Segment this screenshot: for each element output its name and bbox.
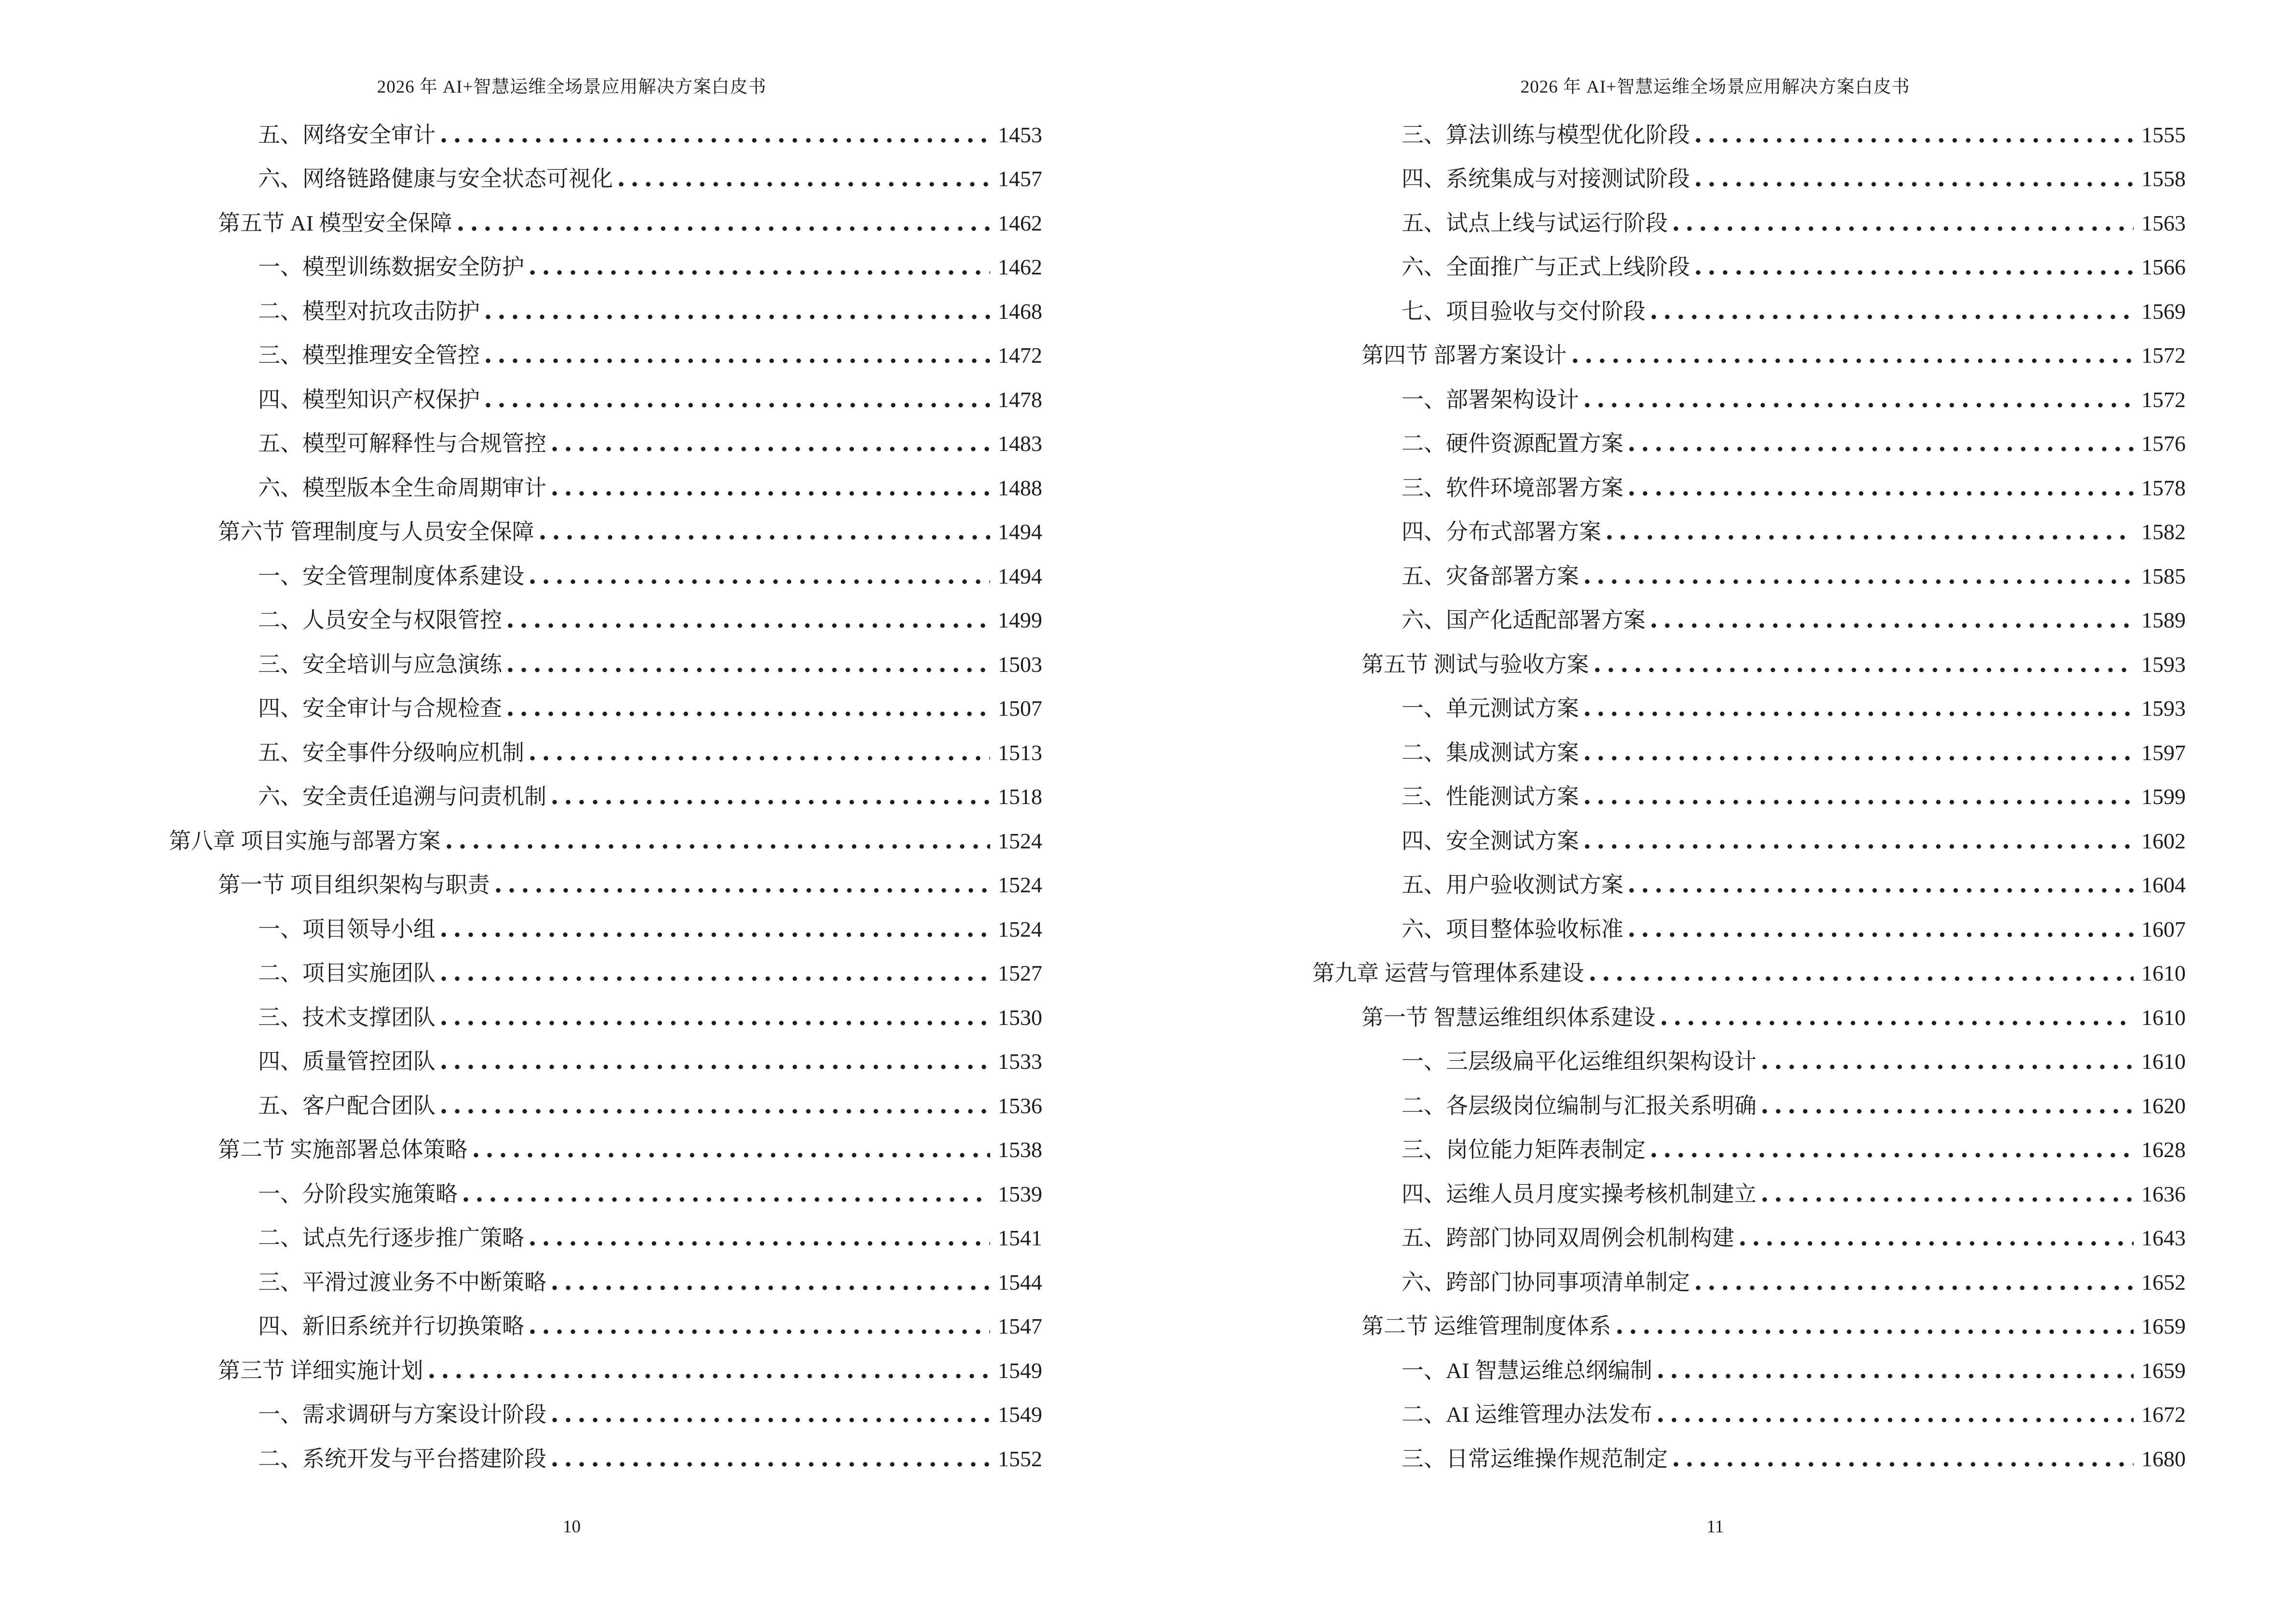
toc-entry xyxy=(1144,1338,2186,1382)
toc-entry xyxy=(0,808,1042,853)
toc-entry xyxy=(0,588,1042,632)
toc-entry-title: 六、跨部门协同事项清单制定 xyxy=(1402,1269,1690,1295)
toc-entry-page: 1672 xyxy=(2141,1402,2186,1427)
dot-leader xyxy=(530,579,990,584)
toc-entry-title: 三、岗位能力矩阵表制定 xyxy=(1402,1137,1646,1162)
toc-entry xyxy=(1144,1250,2186,1294)
toc-entry xyxy=(0,897,1042,941)
toc-entry-page: 1499 xyxy=(998,608,1042,633)
toc-list xyxy=(1144,102,2186,1471)
toc-entry-page: 1524 xyxy=(998,873,1042,898)
toc-entry-title: 六、项目整体验收标准 xyxy=(1402,916,1623,942)
dot-leader xyxy=(447,844,991,849)
toc-entry xyxy=(0,235,1042,279)
dot-leader xyxy=(508,711,990,716)
toc-entry-title: 二、AI 运维管理办法发布 xyxy=(1402,1402,1653,1427)
toc-entry-title: 二、集成测试方案 xyxy=(1402,740,1579,765)
toc-entry-page: 1530 xyxy=(998,1005,1042,1030)
toc-entry-page: 1566 xyxy=(2141,255,2186,280)
toc-entry xyxy=(1144,1426,2186,1471)
dot-leader xyxy=(1658,1418,2134,1422)
toc-entry-page: 1468 xyxy=(998,299,1042,324)
toc-entry xyxy=(0,720,1042,764)
dot-leader xyxy=(486,358,990,363)
toc-entry-page: 1483 xyxy=(998,431,1042,456)
toc-entry xyxy=(1144,1161,2186,1206)
dot-leader xyxy=(441,1021,990,1025)
dot-leader xyxy=(1629,888,2134,893)
toc-entry xyxy=(0,985,1042,1029)
toc-entry-title: 五、模型可解释性与合规管控 xyxy=(258,431,546,456)
dot-leader xyxy=(530,756,990,761)
dot-leader xyxy=(486,314,990,319)
toc-entry-page: 1652 xyxy=(2141,1269,2186,1295)
toc-entry xyxy=(1144,1206,2186,1250)
toc-entry-title: 二、试点先行逐步推广策略 xyxy=(258,1226,524,1251)
toc-entry-title: 第九章 运营与管理体系建设 xyxy=(1312,961,1584,986)
toc-entry-title: 一、AI 智慧运维总纲编制 xyxy=(1402,1358,1653,1383)
toc-entry xyxy=(0,1118,1042,1162)
toc-entry xyxy=(1144,1294,2186,1338)
toc-entry-page: 1547 xyxy=(998,1314,1042,1339)
toc-entry-title: 第四节 部署方案设计 xyxy=(1361,343,1567,368)
toc-entry-page: 1518 xyxy=(998,784,1042,809)
toc-entry xyxy=(1144,764,2186,809)
dot-leader xyxy=(530,1329,990,1334)
toc-entry-title: 一、模型训练数据安全防护 xyxy=(258,255,524,280)
toc-entry-title: 第三节 详细实施计划 xyxy=(218,1358,423,1383)
dot-leader xyxy=(552,447,990,451)
toc-entry-page: 1541 xyxy=(998,1226,1042,1251)
toc-entry-title: 三、技术支撑团队 xyxy=(258,1005,436,1030)
toc-entry-title: 第五节 测试与验收方案 xyxy=(1361,652,1589,677)
toc-entry-title: 二、各层级岗位编制与汇报关系明确 xyxy=(1402,1093,1756,1118)
toc-entry xyxy=(1144,897,2186,941)
toc-entry-title: 三、软件环境部署方案 xyxy=(1402,475,1623,500)
toc-list xyxy=(0,102,1042,1471)
toc-entry xyxy=(1144,853,2186,897)
toc-entry-page: 1599 xyxy=(2141,784,2186,809)
toc-entry xyxy=(1144,1073,2186,1118)
dot-leader xyxy=(458,226,990,231)
dot-leader xyxy=(540,535,991,540)
toc-entry xyxy=(1144,411,2186,456)
toc-entry xyxy=(0,1294,1042,1338)
dot-leader xyxy=(1617,1329,2134,1334)
toc-page-right xyxy=(1144,0,2287,1624)
toc-entry xyxy=(1144,367,2186,411)
dot-leader xyxy=(1696,270,2134,275)
toc-entry xyxy=(0,500,1042,544)
toc-entry xyxy=(0,853,1042,897)
toc-entry-title: 四、新旧系统并行切换策略 xyxy=(258,1314,524,1339)
toc-entry-title: 五、客户配合团队 xyxy=(258,1093,436,1118)
dot-leader xyxy=(552,1418,990,1422)
toc-entry xyxy=(1144,676,2186,721)
toc-entry-title: 二、项目实施团队 xyxy=(258,961,436,986)
toc-entry xyxy=(1144,500,2186,544)
toc-entry-page: 1453 xyxy=(998,122,1042,147)
toc-entry-title: 五、跨部门协同双周例会机制构建 xyxy=(1402,1226,1734,1251)
toc-entry-page: 1494 xyxy=(998,519,1042,545)
dot-leader xyxy=(1651,1153,2134,1158)
dot-leader xyxy=(508,623,990,628)
toc-entry xyxy=(0,1250,1042,1294)
toc-entry xyxy=(0,1029,1042,1074)
toc-entry-title: 一、单元测试方案 xyxy=(1402,696,1579,721)
toc-entry xyxy=(1144,808,2186,853)
toc-entry xyxy=(0,367,1042,411)
toc-entry-title: 一、部署架构设计 xyxy=(1402,387,1579,412)
dot-leader xyxy=(552,1285,990,1290)
toc-entry-title: 六、网络链路健康与安全状态可视化 xyxy=(258,166,613,191)
dot-leader xyxy=(429,1374,991,1378)
toc-entry-title: 六、国产化适配部署方案 xyxy=(1402,608,1646,633)
dot-leader xyxy=(1629,491,2134,496)
dot-leader xyxy=(441,1064,990,1069)
toc-entry-title: 七、项目验收与交付阶段 xyxy=(1402,299,1646,324)
toc-entry xyxy=(1144,1029,2186,1074)
toc-entry xyxy=(1144,720,2186,764)
toc-entry-page: 1507 xyxy=(998,696,1042,721)
dot-leader xyxy=(1590,976,2134,981)
toc-entry-page: 1533 xyxy=(998,1049,1042,1074)
toc-entry-page: 1582 xyxy=(2141,519,2186,545)
dot-leader xyxy=(441,976,990,981)
toc-entry-title: 五、网络安全审计 xyxy=(258,122,436,147)
dot-leader xyxy=(1696,182,2134,187)
dot-leader xyxy=(1674,226,2134,231)
toc-entry-page: 1593 xyxy=(2141,696,2186,721)
toc-entry xyxy=(0,411,1042,456)
toc-entry-title: 四、运维人员月度实操考核机制建立 xyxy=(1402,1181,1756,1206)
dot-leader xyxy=(1585,800,2134,805)
dot-leader xyxy=(1762,1064,2134,1069)
toc-entry-page: 1607 xyxy=(2141,916,2186,942)
toc-entry xyxy=(1144,632,2186,676)
toc-entry xyxy=(1144,279,2186,323)
toc-entry-title: 第八章 项目实施与部署方案 xyxy=(169,828,441,853)
dot-leader xyxy=(1661,1021,2134,1025)
toc-entry-title: 四、安全测试方案 xyxy=(1402,828,1579,853)
toc-entry-page: 1636 xyxy=(2141,1181,2186,1206)
toc-entry-page: 1563 xyxy=(2141,210,2186,235)
toc-entry-title: 第五节 AI 模型安全保障 xyxy=(218,210,452,235)
toc-entry xyxy=(0,1161,1042,1206)
dot-leader xyxy=(1651,314,2134,319)
toc-entry xyxy=(0,455,1042,500)
toc-entry-page: 1544 xyxy=(998,1269,1042,1295)
toc-entry-page: 1572 xyxy=(2141,387,2186,412)
toc-entry-page: 1604 xyxy=(2141,873,2186,898)
toc-entry-title: 二、人员安全与权限管控 xyxy=(258,608,502,633)
toc-entry-page: 1558 xyxy=(2141,166,2186,191)
dot-leader xyxy=(1651,623,2134,628)
toc-entry-title: 二、硬件资源配置方案 xyxy=(1402,431,1623,456)
dot-leader xyxy=(1573,358,2134,363)
dot-leader xyxy=(1595,668,2134,672)
toc-entry-page: 1643 xyxy=(2141,1226,2186,1251)
toc-entry xyxy=(1144,544,2186,588)
dot-leader xyxy=(508,668,990,672)
toc-entry-title: 五、安全事件分级响应机制 xyxy=(258,740,524,765)
dot-leader xyxy=(530,1241,990,1246)
dot-leader xyxy=(441,932,990,937)
toc-entry xyxy=(0,1426,1042,1471)
dot-leader xyxy=(1585,403,2134,408)
toc-entry-title: 五、试点上线与试运行阶段 xyxy=(1402,210,1668,235)
toc-entry-title: 四、系统集成与对接测试阶段 xyxy=(1402,166,1690,191)
toc-entry xyxy=(0,1382,1042,1427)
toc-entry-page: 1524 xyxy=(998,828,1042,853)
toc-entry-title: 四、分布式部署方案 xyxy=(1402,519,1601,545)
toc-entry-page: 1488 xyxy=(998,475,1042,500)
toc-entry-page: 1589 xyxy=(2141,608,2186,633)
dot-leader xyxy=(441,138,990,143)
page-number: 11 xyxy=(1706,1517,1724,1537)
toc-entry-title: 三、安全培训与应急演练 xyxy=(258,652,502,677)
toc-entry-page: 1555 xyxy=(2141,122,2186,147)
toc-entry-page: 1593 xyxy=(2141,652,2186,677)
toc-entry-title: 四、安全审计与合规检查 xyxy=(258,696,502,721)
dot-leader xyxy=(1629,447,2134,451)
toc-entry xyxy=(0,191,1042,235)
toc-entry-page: 1597 xyxy=(2141,740,2186,765)
dot-leader xyxy=(441,1109,990,1114)
toc-entry-page: 1549 xyxy=(998,1402,1042,1427)
toc-entry-page: 1602 xyxy=(2141,828,2186,853)
toc-entry-title: 第二节 实施部署总体策略 xyxy=(218,1137,468,1162)
dot-leader xyxy=(1762,1109,2134,1114)
toc-entry-page: 1610 xyxy=(2141,961,2186,986)
toc-entry-title: 第二节 运维管理制度体系 xyxy=(1361,1314,1611,1339)
toc-entry-title: 四、质量管控团队 xyxy=(258,1049,436,1074)
toc-entry xyxy=(0,676,1042,721)
toc-entry-title: 一、需求调研与方案设计阶段 xyxy=(258,1402,546,1427)
toc-entry xyxy=(1144,1118,2186,1162)
dot-leader xyxy=(1696,138,2134,143)
toc-entry xyxy=(0,764,1042,809)
toc-entry-title: 五、用户验收测试方案 xyxy=(1402,873,1623,898)
toc-entry-title: 二、模型对抗攻击防护 xyxy=(258,299,480,324)
page-number: 10 xyxy=(563,1517,581,1537)
toc-entry-page: 1478 xyxy=(998,387,1042,412)
toc-entry xyxy=(1144,235,2186,279)
toc-entry xyxy=(1144,102,2186,147)
dot-leader xyxy=(463,1197,990,1202)
dot-leader xyxy=(552,491,990,496)
dot-leader xyxy=(1585,756,2134,761)
toc-entry-title: 三、平滑过渡业务不中断策略 xyxy=(258,1269,546,1295)
toc-entry-page: 1585 xyxy=(2141,563,2186,588)
toc-entry-title: 三、算法训练与模型优化阶段 xyxy=(1402,122,1690,147)
toc-entry-page: 1462 xyxy=(998,255,1042,280)
toc-entry-page: 1549 xyxy=(998,1358,1042,1383)
toc-entry xyxy=(0,1338,1042,1382)
toc-entry-title: 五、灾备部署方案 xyxy=(1402,563,1579,588)
toc-entry-page: 1610 xyxy=(2141,1005,2186,1030)
running-header: 2026 年 AI+智慧运维全场景应用解决方案白皮书 xyxy=(1520,77,1910,97)
toc-entry-page: 1494 xyxy=(998,563,1042,588)
dot-leader xyxy=(552,1462,990,1467)
dot-leader xyxy=(1762,1197,2134,1202)
toc-entry-page: 1503 xyxy=(998,652,1042,677)
toc-entry-page: 1569 xyxy=(2141,299,2186,324)
toc-entry-page: 1538 xyxy=(998,1137,1042,1162)
dot-leader xyxy=(1696,1285,2134,1290)
toc-entry xyxy=(0,1206,1042,1250)
toc-entry-title: 第一节 项目组织架构与职责 xyxy=(218,873,490,898)
dot-leader xyxy=(1674,1462,2134,1467)
dot-leader xyxy=(619,182,990,187)
toc-entry-title: 六、全面推广与正式上线阶段 xyxy=(1402,255,1690,280)
toc-entry xyxy=(0,147,1042,191)
toc-entry-page: 1457 xyxy=(998,166,1042,191)
toc-entry-title: 一、安全管理制度体系建设 xyxy=(258,563,524,588)
toc-entry xyxy=(1144,147,2186,191)
toc-entry-title: 二、系统开发与平台搭建阶段 xyxy=(258,1446,546,1471)
toc-entry-page: 1578 xyxy=(2141,475,2186,500)
dot-leader xyxy=(1607,535,2134,540)
toc-entry-title: 一、三层级扁平化运维组织架构设计 xyxy=(1402,1049,1756,1074)
toc-entry-title: 三、模型推理安全管控 xyxy=(258,343,480,368)
toc-entry-page: 1572 xyxy=(2141,343,2186,368)
dot-leader xyxy=(496,888,991,893)
toc-entry xyxy=(0,279,1042,323)
dot-leader xyxy=(486,403,990,408)
toc-entry-title: 一、分阶段实施策略 xyxy=(258,1181,458,1206)
toc-entry xyxy=(0,323,1042,368)
toc-entry-page: 1659 xyxy=(2141,1314,2186,1339)
toc-entry-page: 1576 xyxy=(2141,431,2186,456)
running-header: 2026 年 AI+智慧运维全场景应用解决方案白皮书 xyxy=(377,77,767,97)
toc-entry xyxy=(1144,588,2186,632)
toc-entry-page: 1620 xyxy=(2141,1093,2186,1118)
toc-entry-page: 1527 xyxy=(998,961,1042,986)
toc-entry-page: 1524 xyxy=(998,916,1042,942)
dot-leader xyxy=(1585,579,2134,584)
dot-leader xyxy=(474,1153,991,1158)
toc-entry-page: 1628 xyxy=(2141,1137,2186,1162)
toc-entry-page: 1552 xyxy=(998,1446,1042,1471)
toc-entry-title: 三、日常运维操作规范制定 xyxy=(1402,1446,1668,1471)
toc-entry xyxy=(1144,985,2186,1029)
toc-entry-title: 第一节 智慧运维组织体系建设 xyxy=(1361,1005,1656,1030)
toc-entry xyxy=(0,632,1042,676)
toc-entry-title: 一、项目领导小组 xyxy=(258,916,436,942)
toc-entry-page: 1659 xyxy=(2141,1358,2186,1383)
toc-entry-title: 四、模型知识产权保护 xyxy=(258,387,480,412)
toc-entry xyxy=(1144,941,2186,985)
dot-leader xyxy=(1740,1241,2134,1246)
toc-entry xyxy=(1144,455,2186,500)
dot-leader xyxy=(530,270,990,275)
dot-leader xyxy=(552,800,990,805)
toc-entry-title: 三、性能测试方案 xyxy=(1402,784,1579,809)
toc-entry xyxy=(1144,323,2186,368)
toc-entry xyxy=(1144,191,2186,235)
toc-entry xyxy=(1144,1382,2186,1427)
toc-entry-page: 1680 xyxy=(2141,1446,2186,1471)
toc-entry-page: 1610 xyxy=(2141,1049,2186,1074)
toc-entry-page: 1539 xyxy=(998,1181,1042,1206)
toc-entry-title: 第六节 管理制度与人员安全保障 xyxy=(218,519,534,545)
toc-entry xyxy=(0,544,1042,588)
toc-entry-page: 1462 xyxy=(998,210,1042,235)
toc-entry-page: 1536 xyxy=(998,1093,1042,1118)
toc-entry xyxy=(0,1073,1042,1118)
toc-entry xyxy=(0,102,1042,147)
toc-entry-title: 六、模型版本全生命周期审计 xyxy=(258,475,546,500)
dot-leader xyxy=(1658,1374,2134,1378)
dot-leader xyxy=(1585,711,2134,716)
toc-entry-title: 六、安全责任追溯与问责机制 xyxy=(258,784,546,809)
dot-leader xyxy=(1585,844,2134,849)
toc-entry xyxy=(0,941,1042,985)
dot-leader xyxy=(1629,932,2134,937)
toc-entry-page: 1472 xyxy=(998,343,1042,368)
toc-entry-page: 1513 xyxy=(998,740,1042,765)
